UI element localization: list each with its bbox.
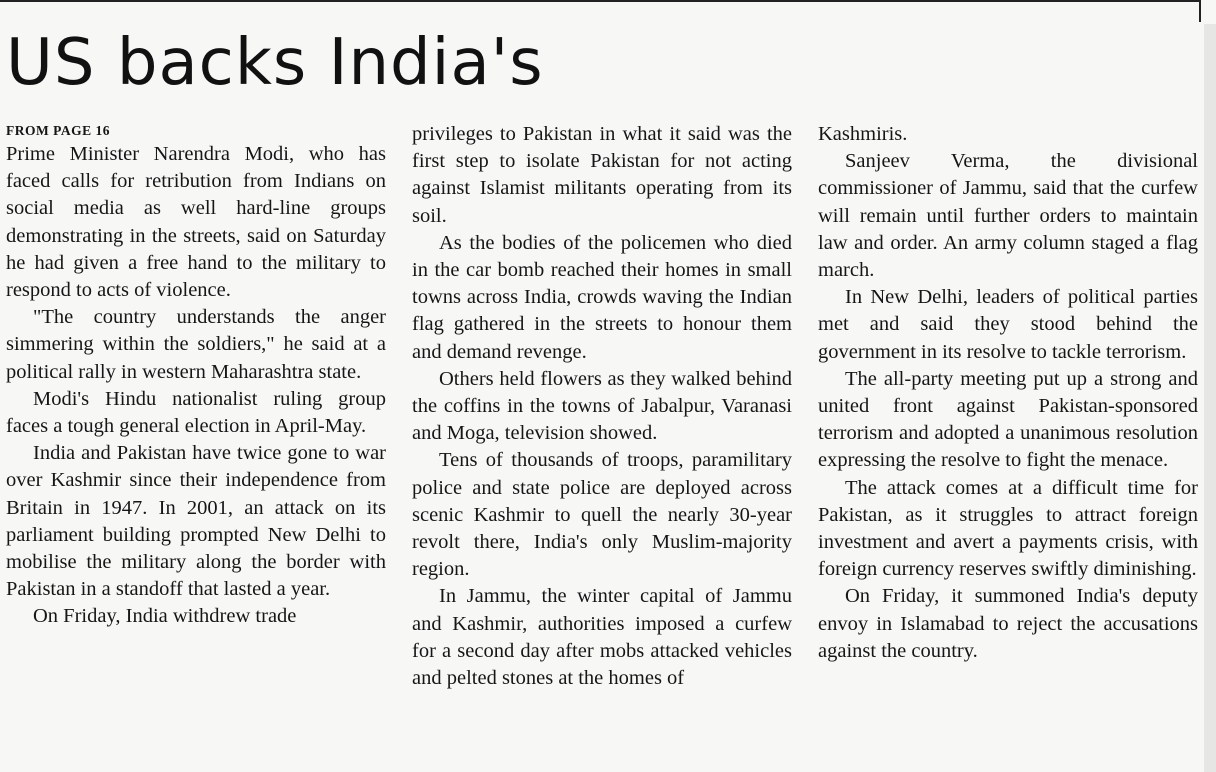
paragraph: Sanjeev Verma, the divisional commissioner of Jammu, said that the curfew will remain until further orders to maintain law and order. An army column staged a flag march. [818, 150, 1198, 282]
paragraph: The attack comes at a difficult time for Pakistan, as it struggles to attract foreign investment and avert a payments crisis, with foreign currency reserves swiftly diminishing. [818, 476, 1198, 581]
paragraph: On Friday, India withdrew trade [33, 605, 297, 628]
paragraph: privileges to Pakistan in what it said was the first step to isolate Pakistan for not acting against Islamist militants operating from its soil. [412, 123, 792, 227]
top-border-rule [0, 0, 1200, 2]
paragraph: In Jammu, the winter capital of Jammu and Kashmir, authorities imposed a curfew for a second day after mobs attacked vehicles and pelted stones at the homes of [412, 585, 792, 690]
paragraph: In New Delhi, leaders of political parties met and said they stood behind the government in its resolve to tackle terrorism. [818, 286, 1198, 363]
paragraph: "The country understands the anger simmering within the soldiers," he said at a political rally in western Maharashtra state. [6, 306, 386, 383]
continuation-kicker: FROM PAGE 16 [6, 123, 110, 138]
right-border-rule [1199, 0, 1201, 22]
paragraph: Kashmiris. [818, 123, 908, 145]
paragraph: As the bodies of the policemen who died in the car bomb reached their homes in small towns across India, crowds waving the Indian flag gathered in the streets to honour them and demand revenge. [412, 231, 792, 363]
paragraph: Prime Minister Narendra Modi, who has faced calls for retribution from Indians on social media as well hard-line groups demonstrating in the streets, said on Saturday he had given a free hand to the military to respond to acts of violence. [6, 143, 386, 302]
paragraph: On Friday, it summoned India's deputy envoy in Islamabad to reject the accusations against the country. [818, 585, 1198, 662]
article-column-3 [818, 121, 1198, 665]
paragraph: Modi's Hindu nationalist ruling group faces a tough general election in April-May. [6, 387, 386, 438]
paragraph: India and Pakistan have twice gone to war over Kashmir since their independence from Britain in 1947. In 2001, an attack on its parliament building prompted New Delhi to mobilise the military along the border with Pakistan in a standoff that lasted a year. [6, 442, 386, 601]
headline: US backs India's [6, 26, 544, 100]
article-column-1 [6, 121, 386, 631]
page-edge-strip [1204, 24, 1216, 772]
article-column-2 [412, 121, 792, 692]
paragraph: Tens of thousands of troops, paramilitary police and state police are deployed across scenic Kashmir to quell the nearly 30-year revolt there, India's only Muslim-majority region. [412, 449, 792, 581]
paragraph: The all-party meeting put up a strong and united front against Pakistan-sponsored terrorism and adopted a unanimous resolution expressing the resolve to fight the menace. [818, 367, 1198, 472]
paragraph: Others held flowers as they walked behind the coffins in the towns of Jabalpur, Varanasi and Moga, television showed. [412, 367, 792, 445]
